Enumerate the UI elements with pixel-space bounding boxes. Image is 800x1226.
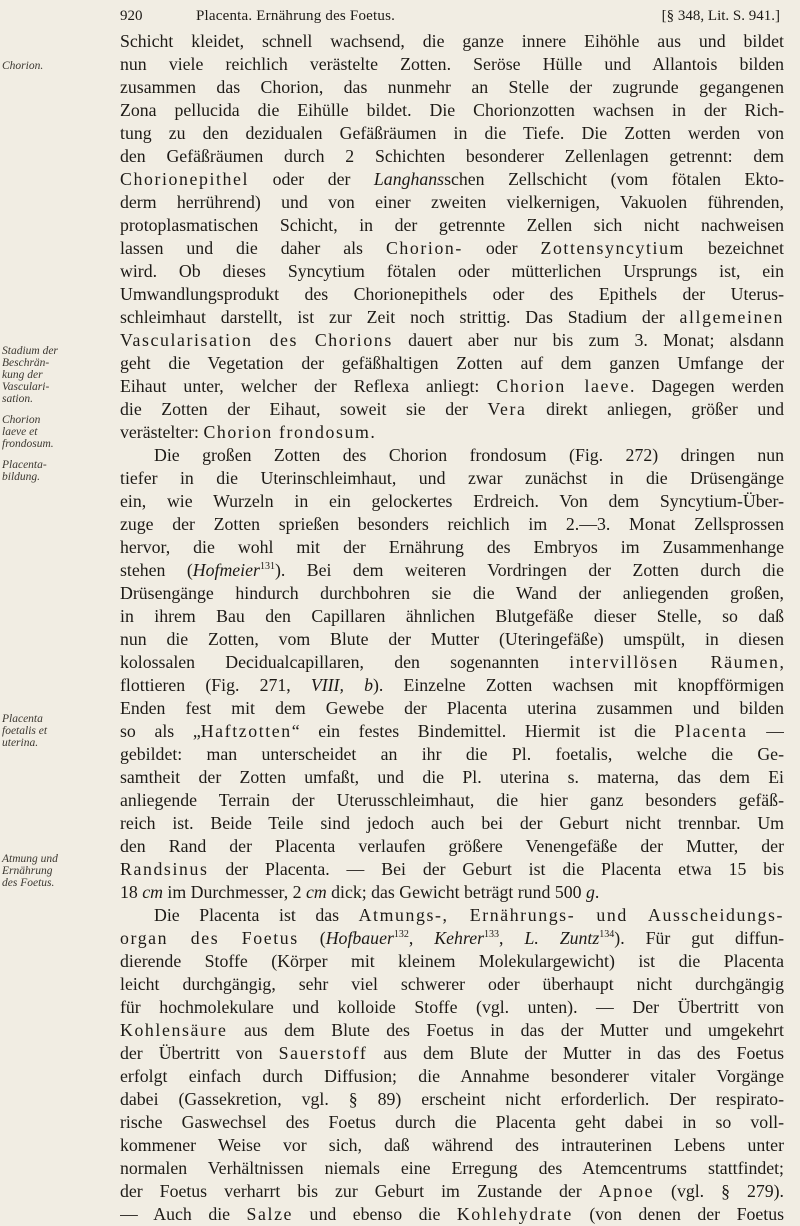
margin-note-placenta-foetalis: Placenta foetalis et uterina.	[2, 713, 48, 749]
text-line: stehen (Hofmeier$^{131}$). Bei dem weiteren Vordringen der Zotten durch die	[120, 560, 784, 580]
text-line: hervor, die wohl mit der Ernährung des Embryos im Zusammenhange	[120, 537, 784, 557]
text-line: derm herrührend) und von einer zweiten vielkernigen, Vakuolen führenden,	[120, 192, 784, 212]
text-line: in ihrem Bau den Capillaren ähnlichen Blutgefäße dieser Stelle, so daß	[120, 606, 784, 626]
text-line: lassen und die daher als Chorion- oder Zottensyncytium bezeichnet	[120, 238, 784, 258]
text-line: Umwandlungsprodukt des Chorionepithels oder des Epithels der Uterus-	[120, 284, 784, 304]
page-number: 920	[120, 8, 143, 24]
text-line: rische Gaswechsel des Foetus durch die Placenta geht dabei in so voll-	[120, 1112, 784, 1132]
text-line: ein, wie Wurzeln in ein gelockertes Erdreich. Von dem Syncytium-Über-	[120, 491, 784, 511]
text-line: den Rand der Placenta verlaufen größere Venengefäße der Mutter, der	[120, 836, 784, 856]
text-line: tiefer in die Uterinschleimhaut, und zwar zunächst in die Drüsengänge	[120, 468, 784, 488]
running-title: Placenta. Ernährung des Foetus.	[196, 8, 396, 24]
text-line: so als „Haftzotten“ ein festes Bindemittel. Hiermit ist die Placenta —	[120, 721, 784, 741]
text-line: tung zu den dezidualen Gefäßräumen in die Tiefe. Die Zotten werden von	[120, 123, 784, 143]
text-line: 18 cm im Durchmesser, 2 cm dick; das Gewicht beträgt rund 500 g.	[120, 882, 600, 902]
text-line: Kohlensäure aus dem Blute des Foetus in das der Mutter und umgekehrt	[120, 1020, 784, 1040]
text-line: protoplasmatischen Schicht, in der getrennte Zellen sich nicht nachweisen	[120, 215, 784, 235]
text-line: wird. Ob dieses Syncytium fötalen oder mütterlichen Ursprungs ist, ein	[120, 261, 784, 281]
text-line: die Zotten der Eihaut, soweit sie der Vera direkt anliegen, größer und	[120, 399, 784, 419]
text-line: reich ist. Beide Teile sind jedoch auch bei der Geburt nicht trennbar. Um	[120, 813, 784, 833]
section-reference: [§ 348, Lit. S. 941.]	[661, 8, 780, 24]
text-line: samtheit der Zotten umfaßt, und die Pl. uterina s. materna, das dem Ei	[120, 767, 784, 787]
text-line: den Gefäßräumen durch 2 Schichten besonderer Zellenlagen getrennt: dem	[120, 146, 784, 166]
text-line: — Auch die Salze und ebenso die Kohlehydrate (von denen der Foetus	[120, 1204, 784, 1224]
text-line: anliegende Terrain der Uterusschleimhaut, die hier ganz besonders gefäß-	[120, 790, 784, 810]
text-line: dierende Stoffe (Körper mit kleinem Molekulargewicht) ist die Placenta	[120, 951, 784, 971]
text-line: erfolgt einfach durch Diffusion; die Annahme besonderer vitaler Vorgänge	[120, 1066, 784, 1086]
text-line: für hochmolekulare und kolloide Stoffe (vgl. unten). — Der Übertritt von	[120, 997, 784, 1017]
text-line: Drüsengänge hindurch durchbohren sie die Wand der anliegenden großen,	[120, 583, 784, 603]
text-line: zuge der Zotten sprießen besonders reichlich im 2.—3. Monat Zellsprossen	[120, 514, 784, 534]
text-line: der Foetus verharrt bis zur Geburt im Zustande der Apnoe (vgl. § 279).	[120, 1181, 784, 1201]
text-line: nun die Zotten, vom Blute der Mutter (Uteringefäße) umspült, in diesen	[120, 629, 784, 649]
page-header	[120, 6, 780, 30]
text-line: kolossalen Decidualcapillaren, den sogenannten intervillösen Räumen,	[120, 652, 784, 672]
text-line: normalen Verhältnissen niemals eine Erregung des Atemcentrums stattfindet;	[120, 1158, 784, 1178]
margin-note-chorion-laeve: Chorion laeve et frondosum.	[2, 414, 54, 450]
margin-note-atmung: Atmung und Ernährung des Foetus.	[2, 853, 58, 889]
text-line: zusammen das Chorion, das nunmehr an Stelle der zugrunde gegangenen	[120, 77, 784, 97]
text-line: geht die Vegetation der gefäßhaltigen Zotten auf dem ganzen Umfange der	[120, 353, 784, 373]
text-line: Die großen Zotten des Chorion frondosum (Fig. 272) dringen nun	[154, 445, 784, 465]
text-line: Zona pellucida die Eihülle bildet. Die Chorionzotten wachsen in der Rich-	[120, 100, 784, 120]
text-line: Randsinus der Placenta. — Bei der Geburt ist die Placenta etwa 15 bis	[120, 859, 784, 879]
text-line: leicht durchgängig, sehr viel schwerer oder überhaupt nicht durchgängig	[120, 974, 784, 994]
margin-note-chorion: Chorion.	[2, 60, 44, 72]
text-line: gebildet: man unterscheidet an ihr die Pl. foetalis, welche die Ge-	[120, 744, 784, 764]
text-line: Vascularisation des Chorions dauert aber nur bis zum 3. Monat; alsdann	[120, 330, 784, 350]
text-line: Die Placenta ist das Atmungs-, Ernährungs- und Ausscheidungs-	[154, 905, 784, 925]
body-text	[120, 30, 784, 1226]
text-line: verästelter: Chorion frondosum.	[120, 422, 375, 442]
margin-note-placentabildung: Placenta- bildung.	[2, 459, 47, 483]
text-line: schleimhaut darstellt, ist zur Zeit noch strittig. Das Stadium der allgemeinen	[120, 307, 784, 327]
text-line: der Übertritt von Sauerstoff aus dem Blute der Mutter in das des Foetus	[120, 1043, 784, 1063]
text-line: Schicht kleidet, schnell wachsend, die ganze innere Eihöhle aus und bildet	[120, 31, 784, 51]
text-line: kommener Weise vor sich, daß während des intrauterinen Lebens unter	[120, 1135, 784, 1155]
text-line: Chorionepithel oder der Langhansschen Zellschicht (vom fötalen Ekto-	[120, 169, 784, 189]
text-line: nun viele reichlich verästelte Zotten. Seröse Hülle und Allantois bilden	[120, 54, 784, 74]
text-line: Enden fest mit dem Gewebe der Placenta uterina zusammen und bilden	[120, 698, 784, 718]
text-line: dabei (Gassekretion, vgl. § 89) erscheint nicht erforderlich. Der respirato-	[120, 1089, 784, 1109]
text-line: organ des Foetus (Hofbauer$^{132}$, Kehrer$^{133}$, L. Zuntz$^{134}$). Für gut diffun-	[120, 928, 784, 948]
text-line: Eihaut unter, welcher der Reflexa anliegt: Chorion laeve. Dagegen werden	[120, 376, 784, 396]
text-line: flottieren (Fig. 271, VIII, b). Einzelne Zotten wachsen mit knopfförmigen	[120, 675, 784, 695]
margin-note-vascularisation: Stadium der Beschrän- kung der Vasculari- sation.	[2, 345, 58, 405]
